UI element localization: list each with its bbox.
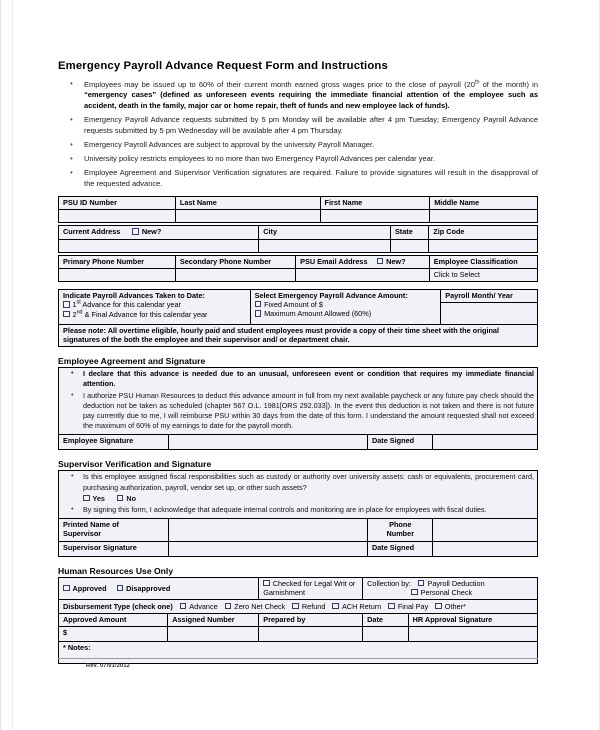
instruction-bullet-5: • Employee Agreement and Supervisor Verification signatures are required. Failure to provide signatures will result in the disapproval of the requested advance. bbox=[58, 168, 538, 190]
personal-check-checkbox[interactable] bbox=[411, 589, 418, 596]
employee-agreement-list bbox=[63, 369, 534, 431]
advance-selection-table bbox=[58, 289, 538, 347]
payroll-deduction-label: Payroll Deduction bbox=[427, 578, 485, 588]
table-row bbox=[59, 255, 538, 268]
approved-amount-input[interactable]: $ bbox=[59, 626, 168, 641]
email-new-label: New? bbox=[386, 256, 406, 266]
table-row bbox=[59, 289, 538, 324]
first-advance-option[interactable] bbox=[63, 300, 247, 310]
instruction-bullet-1 bbox=[58, 79, 538, 112]
second-advance-checkbox[interactable] bbox=[63, 311, 70, 318]
last-name-header: Last Name bbox=[175, 197, 320, 210]
collection-by-label: Collection by: bbox=[367, 578, 411, 588]
hr-approval-signature-header: HR Approval Signature bbox=[408, 613, 537, 626]
printed-name-input[interactable] bbox=[169, 519, 368, 541]
refund-checkbox[interactable] bbox=[292, 603, 299, 610]
disbursement-options bbox=[175, 602, 466, 611]
employee-agreement-text-cell bbox=[59, 368, 538, 435]
supervisor-verification-heading: Supervisor Verification and Signature bbox=[58, 459, 212, 470]
payroll-month-input[interactable] bbox=[441, 303, 537, 324]
table-row bbox=[59, 268, 538, 281]
advances-taken-cell bbox=[59, 289, 251, 324]
payroll-month-cell bbox=[441, 289, 538, 324]
primary-phone-header: Primary Phone Number bbox=[59, 255, 176, 268]
advance-checkbox[interactable] bbox=[180, 603, 187, 610]
primary-phone-input[interactable] bbox=[59, 268, 176, 281]
printed-name-label: Printed Name of Supervisor bbox=[59, 519, 169, 541]
table-row bbox=[59, 577, 538, 599]
supervisor-verification-table bbox=[58, 470, 538, 556]
approved-checkbox[interactable] bbox=[63, 585, 70, 592]
supervisor-bullet-1 bbox=[63, 472, 534, 504]
table-row bbox=[59, 519, 538, 541]
select-amount-cell bbox=[250, 289, 441, 324]
table-row bbox=[59, 239, 538, 252]
table-row bbox=[59, 641, 538, 663]
table-row bbox=[59, 226, 538, 239]
city-header: City bbox=[259, 226, 391, 239]
max-amount-option[interactable] bbox=[255, 309, 438, 318]
supervisor-phone-input[interactable] bbox=[432, 519, 537, 541]
other-checkbox[interactable] bbox=[435, 603, 442, 610]
hr-use-only-heading: Human Resources Use Only bbox=[58, 565, 174, 576]
last-name-input[interactable] bbox=[175, 210, 320, 223]
contact-table bbox=[58, 255, 538, 282]
address-new-label: New? bbox=[141, 227, 162, 237]
employee-info-table bbox=[58, 196, 538, 223]
table-row bbox=[59, 626, 538, 641]
prepared-by-header: Prepared by bbox=[259, 613, 363, 626]
state-header: State bbox=[390, 226, 428, 239]
supervisor-phone-label: Phone Number bbox=[367, 519, 432, 541]
first-name-input[interactable] bbox=[320, 210, 430, 223]
employee-classification-header: Employee Classification bbox=[429, 255, 537, 268]
middle-name-header: Middle Name bbox=[430, 197, 538, 210]
current-address-label: Current Address bbox=[63, 227, 121, 237]
approved-amount-header: Approved Amount bbox=[59, 613, 168, 626]
employee-classification-select[interactable]: Click to Select bbox=[429, 268, 537, 281]
yes-label: Yes bbox=[92, 493, 105, 503]
advance-option-label: Advance bbox=[189, 601, 218, 611]
secondary-phone-header: Secondary Phone Number bbox=[175, 255, 295, 268]
address-table bbox=[58, 225, 538, 252]
revision-text: Rev. 07/01/2012 bbox=[86, 663, 130, 669]
city-input[interactable] bbox=[259, 239, 391, 252]
hr-use-table bbox=[58, 577, 538, 664]
notes-label: * Notes: bbox=[63, 642, 91, 652]
disapproved-checkbox[interactable] bbox=[117, 585, 124, 592]
prepared-by-input[interactable] bbox=[259, 626, 363, 641]
overtime-note: Please note: All overtime eligible, hourly paid and student employees must provide a copy of their time sheet with the original signatures of the both the employee and their supervisor and/ or department chair. bbox=[59, 324, 538, 346]
payroll-month-label: Payroll Month/ Year bbox=[441, 290, 537, 303]
employee-signature-label: Employee Signature bbox=[59, 435, 169, 450]
second-advance-label: 2nd & Final Advance for this calendar year bbox=[72, 309, 208, 319]
ordinal-suffix: th bbox=[474, 79, 480, 85]
legal-writ-checkbox[interactable] bbox=[263, 580, 270, 587]
table-row bbox=[59, 210, 538, 223]
psu-id-header: PSU ID Number bbox=[59, 197, 176, 210]
no-checkbox[interactable] bbox=[117, 495, 124, 502]
fixed-amount-option[interactable] bbox=[255, 300, 438, 309]
fiscal-responsibility-options bbox=[83, 494, 534, 504]
supervisor-verification-list bbox=[63, 472, 534, 515]
table-row bbox=[59, 435, 538, 450]
zero-net-check-checkbox[interactable] bbox=[225, 603, 232, 610]
current-address-header bbox=[59, 226, 259, 239]
instructions-list bbox=[58, 79, 538, 189]
table-row bbox=[59, 368, 538, 435]
supervisor-signature-input[interactable] bbox=[169, 541, 368, 556]
disbursement-type-cell bbox=[59, 599, 538, 613]
disbursement-type-label: Disbursement Type (check one) bbox=[63, 601, 173, 611]
psu-email-input[interactable] bbox=[296, 268, 430, 281]
instruction-text-1b: “emergency cases” (defined as unforeseen events requiring the immediate financial attention of the employee such as accident, death in the family, major car or home repair, theft of funds and new employee lack of funds). bbox=[84, 90, 538, 111]
supervisor-signature-label: Supervisor Signature bbox=[59, 541, 169, 556]
footer-divider bbox=[58, 658, 538, 659]
psu-id-input[interactable] bbox=[59, 210, 176, 223]
hr-approval-signature-input[interactable] bbox=[408, 626, 537, 641]
zip-header: Zip Code bbox=[429, 226, 538, 239]
ach-return-checkbox[interactable] bbox=[332, 603, 339, 610]
approval-status-cell bbox=[59, 577, 259, 599]
notes-field[interactable] bbox=[59, 641, 538, 663]
psu-email-label: PSU Email Address bbox=[300, 256, 368, 266]
fixed-amount-checkbox[interactable] bbox=[255, 301, 262, 308]
fixed-amount-label: Fixed Amount of $ bbox=[264, 299, 323, 309]
yes-checkbox[interactable] bbox=[83, 495, 90, 502]
zero-net-check-label: Zero Net Check bbox=[234, 601, 286, 611]
table-row bbox=[59, 197, 538, 210]
final-pay-label: Final Pay bbox=[397, 601, 429, 611]
second-advance-option[interactable] bbox=[63, 309, 247, 319]
max-amount-label: Maximum Amount Allowed (60%) bbox=[264, 309, 372, 319]
select-amount-label: Select Emergency Payroll Advance Amount: bbox=[254, 290, 408, 300]
first-advance-checkbox[interactable] bbox=[63, 301, 70, 308]
state-input[interactable] bbox=[390, 239, 428, 252]
agreement-bullet-2: • I authorize PSU Human Resources to deduct this advance amount in full from my next available paycheck or any future pay check should the deduction not be taken as scheduled (chapter 567 O.L. 1981[ORS 292.033]). In the event this deduction is not taken and there is not future pay currently due to me, I will reimburse PSU within 30 days from the date of this form. I understand the amount requested shall not exceed the maximum of 60% of my earnings to date for the payroll month. bbox=[63, 391, 534, 432]
hr-date-input[interactable] bbox=[363, 626, 409, 641]
refund-label: Refund bbox=[301, 601, 326, 611]
max-amount-checkbox[interactable] bbox=[255, 310, 262, 317]
legal-writ-cell bbox=[259, 577, 363, 599]
instruction-text-1a: Employees may be issued up to 60% of their current month earned gross wages prior to the close of payroll (20th of the month) in bbox=[84, 79, 538, 89]
address-input[interactable] bbox=[59, 239, 259, 252]
psu-email-header bbox=[296, 255, 430, 268]
form-content bbox=[58, 60, 538, 664]
legal-writ-label: Checked for Legal Writ or Garnishment bbox=[263, 578, 356, 597]
supervisor-date-signed-input[interactable] bbox=[432, 541, 537, 556]
employee-agreement-heading: Employee Agreement and Signature bbox=[58, 356, 206, 367]
personal-check-label: Personal Check bbox=[420, 587, 473, 597]
supervisor-verification-text-cell bbox=[59, 471, 538, 519]
page-title: Emergency Payroll Advance Request Form and Instructions bbox=[58, 60, 388, 72]
collection-by-cell bbox=[363, 577, 538, 599]
supervisor-bullet-2: • By signing this form, I acknowledge that adequate internal controls and monitoring are in place for employees with fiscal duties. bbox=[63, 505, 534, 515]
final-pay-checkbox[interactable] bbox=[388, 603, 395, 610]
email-new-checkbox[interactable] bbox=[377, 258, 384, 265]
first-name-header: First Name bbox=[320, 197, 430, 210]
table-row bbox=[59, 471, 538, 519]
date-header: Date bbox=[363, 613, 409, 626]
approved-label: Approved bbox=[72, 583, 107, 593]
instruction-bullet-2: • Emergency Payroll Advance requests submitted by 5 pm Monday will be available after 4 pm Tuesday; Emergency Payroll Advance requests submitted by 5 pm Wednesday will be available after 4 pm Thursday. bbox=[58, 115, 538, 137]
table-row bbox=[59, 599, 538, 613]
assigned-number-header: Assigned Number bbox=[168, 613, 259, 626]
employee-signature-input[interactable] bbox=[169, 435, 368, 450]
advances-taken-label: Indicate Payroll Advances Taken to Date: bbox=[63, 290, 205, 300]
personal-check-row bbox=[367, 588, 534, 597]
supervisor-date-signed-label: Date Signed bbox=[367, 541, 432, 556]
employee-date-signed-input[interactable] bbox=[432, 435, 537, 450]
instruction-bullet-3: • Emergency Payroll Advances are subject to approval by the university Payroll Manager. bbox=[58, 140, 538, 151]
employee-agreement-table bbox=[58, 367, 538, 450]
disapproved-label: Disapproved bbox=[126, 583, 171, 593]
secondary-phone-input[interactable] bbox=[175, 268, 295, 281]
supervisor-bullet-1-text: Is this employee assigned fiscal responsibilities such as custody or authority over university assets: cash or equivalents, procurement card, purchasing authorization, payroll, vendor set up, or other such assets? bbox=[83, 472, 534, 492]
agreement-bullet-1: • I declare that this advance is needed due to an unusual, unforeseen event or condition that requires my immediate financial attention. bbox=[63, 369, 534, 389]
assigned-number-input[interactable] bbox=[168, 626, 259, 641]
instruction-bullet-4: • University policy restricts employees to no more than two Emergency Payroll Advances per calendar year. bbox=[58, 154, 538, 165]
address-new-checkbox[interactable] bbox=[132, 228, 139, 235]
other-label: Other* bbox=[444, 601, 466, 611]
payroll-deduction-checkbox[interactable] bbox=[418, 580, 425, 587]
middle-name-input[interactable] bbox=[430, 210, 538, 223]
table-row bbox=[59, 541, 538, 556]
zip-input[interactable] bbox=[429, 239, 538, 252]
employee-date-signed-label: Date Signed bbox=[367, 435, 432, 450]
no-label: No bbox=[126, 493, 136, 503]
table-row bbox=[59, 613, 538, 626]
ach-return-label: ACH Return bbox=[341, 601, 382, 611]
table-row bbox=[59, 324, 538, 346]
first-advance-label: 1st Advance for this calendar year bbox=[72, 299, 181, 310]
